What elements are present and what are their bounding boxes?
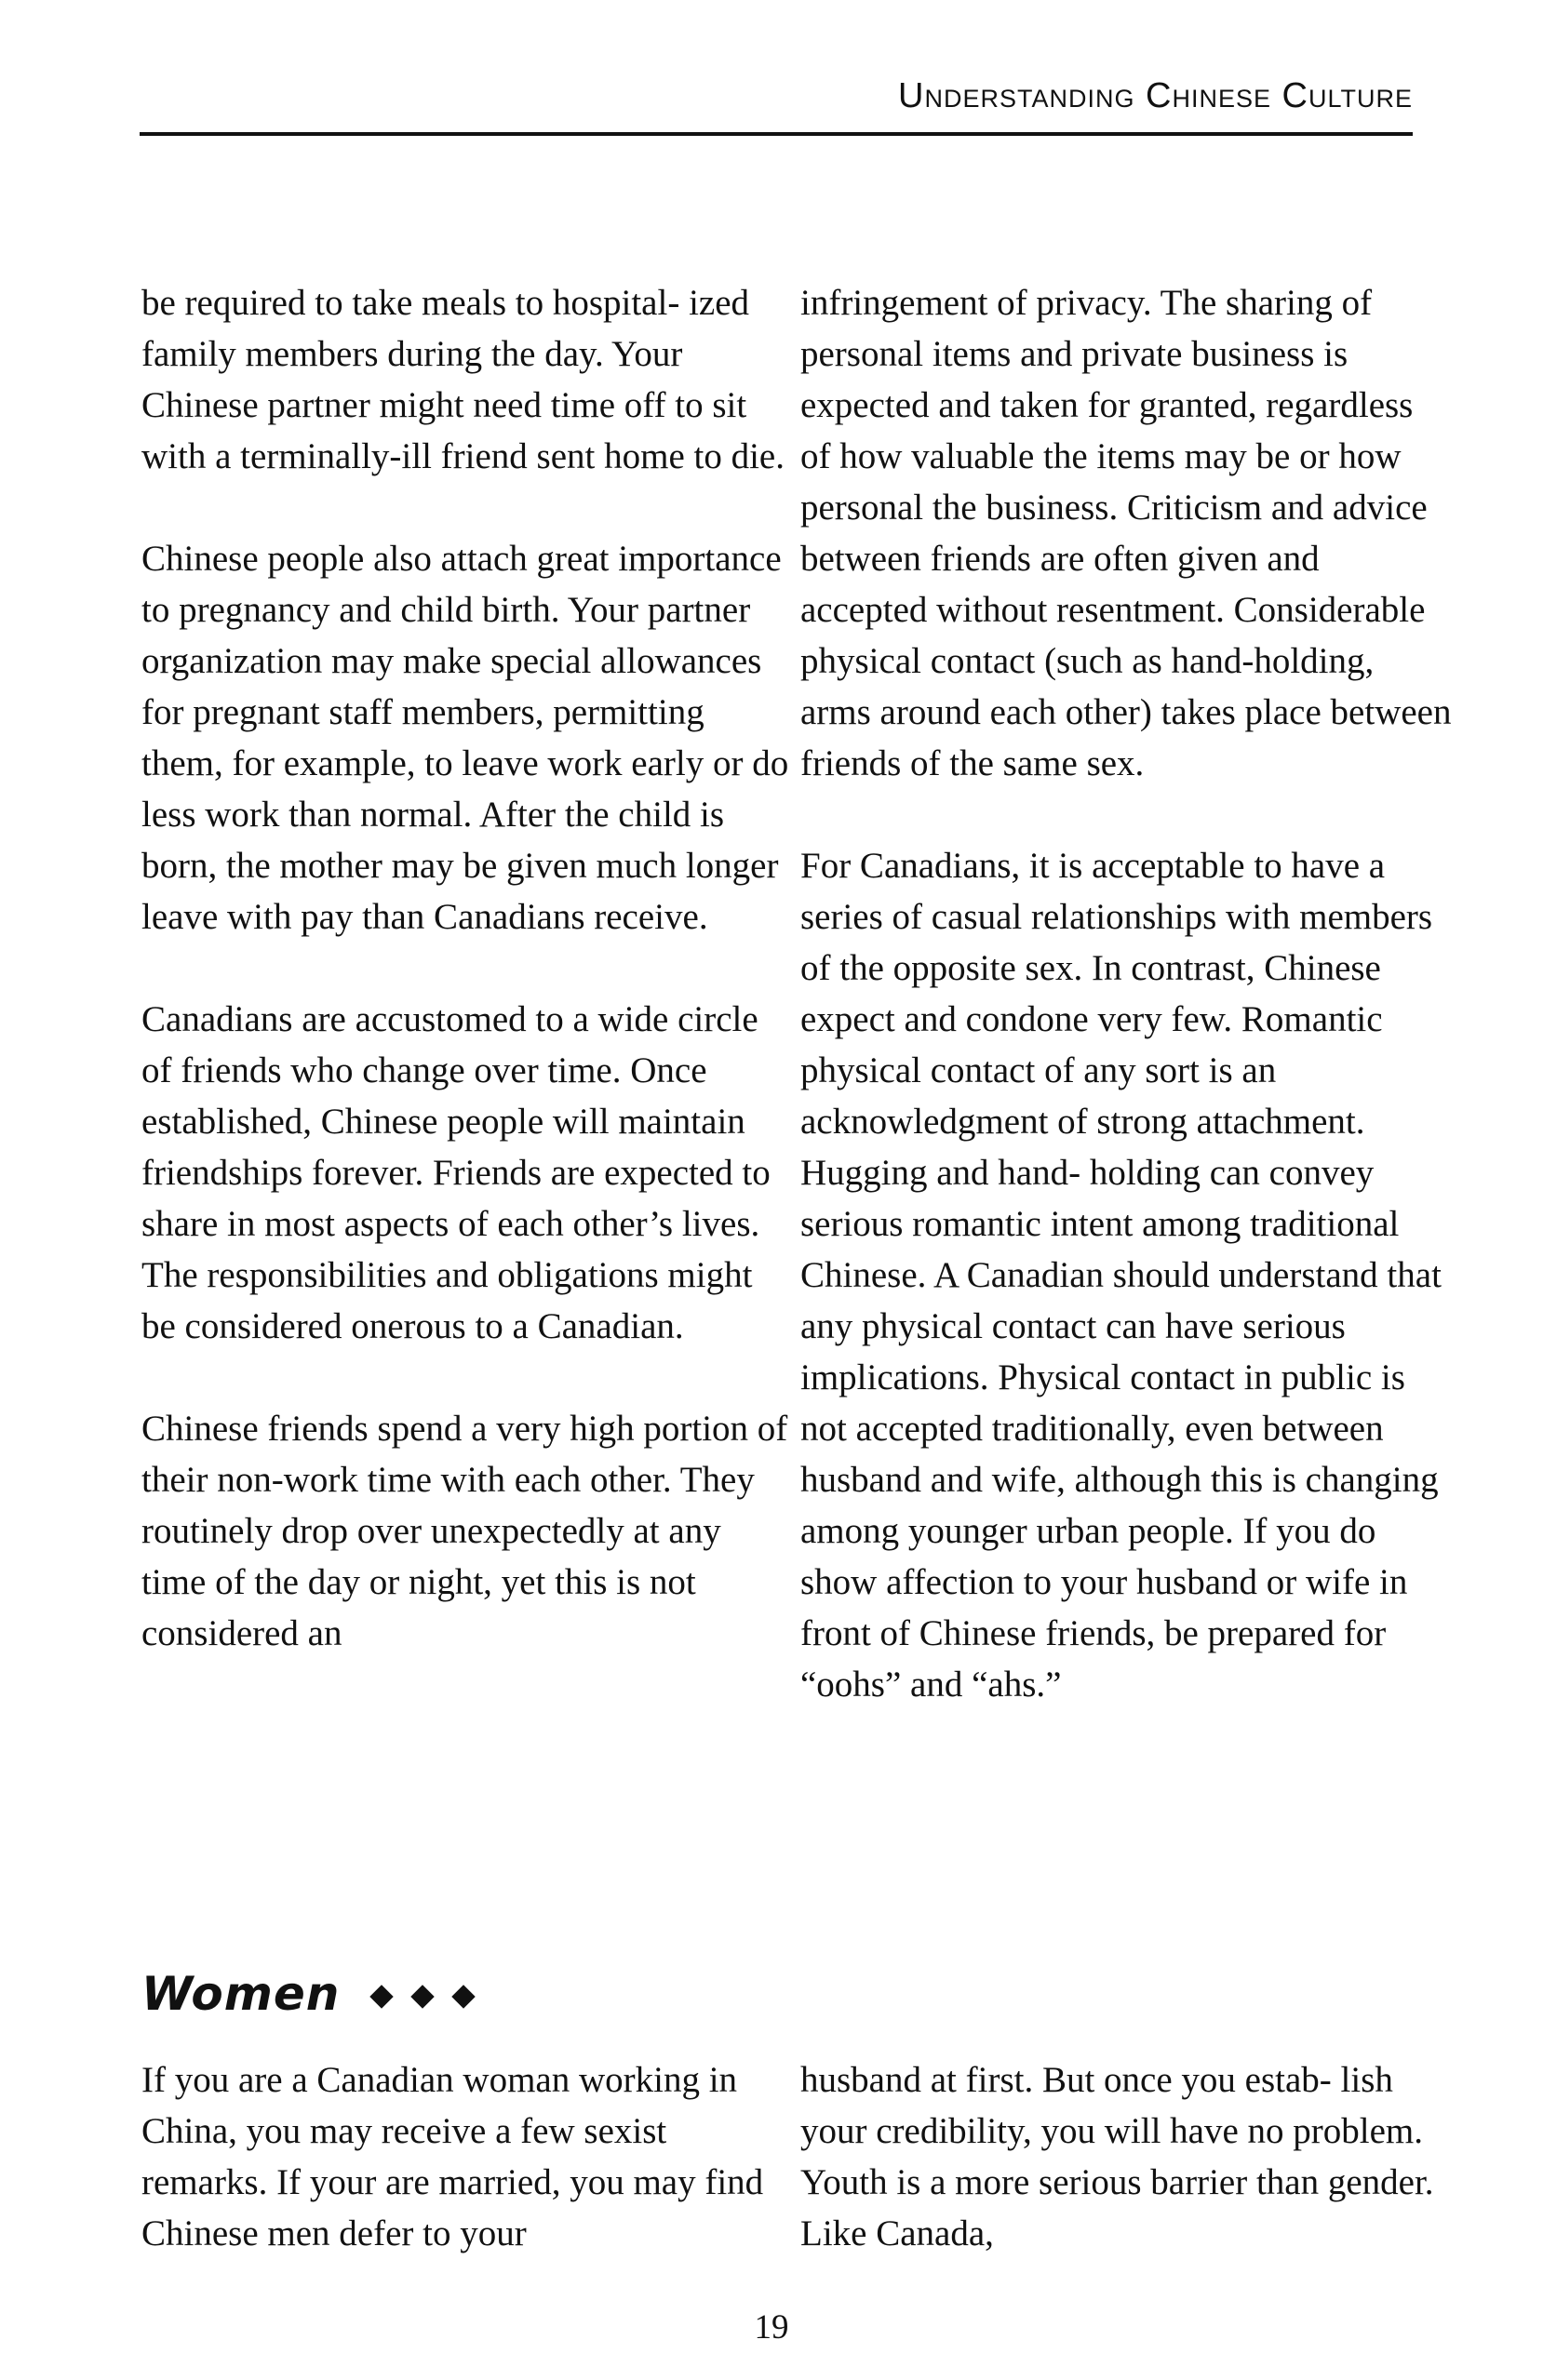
women-right-column bbox=[800, 2054, 1452, 2259]
section-heading-women bbox=[141, 1967, 472, 2021]
paragraph: be required to take meals to hospital- ized family members during the day. Your Chinese partner might need time off to sit with a terminally-ill friend sent home to die. bbox=[141, 283, 785, 476]
top-right-column bbox=[800, 277, 1452, 1710]
paragraph: Chinese friends spend a very high portion of their non-work time with each other. They routinely drop over unexpectedly at any time of the day or night, yet this is not considered an bbox=[141, 1409, 788, 1653]
section-title: Women bbox=[141, 1967, 341, 2021]
header-rule bbox=[140, 132, 1413, 136]
top-left-column bbox=[141, 277, 793, 1659]
paragraph: For Canadians, it is acceptable to have a series of casual relationships with members of the opposite sex. In contrast, Chinese expect and condone very few. Romantic physical contact of any sort is an acknowledgment of strong attachment. Hugging and hand- holding can convey serious romantic intent among traditional Chinese. A Canadian should understand that any physical contact can have serious implications. Physical contact in public is not accepted traditionally, even between husband and wife, although this is changing among younger urban people. If you do show affection to your husband or wife in front of Chinese friends, be prepared for “oohs” and “ahs.” bbox=[800, 846, 1442, 1705]
running-header: Understanding Chinese Culture bbox=[898, 76, 1413, 115]
page-number: 19 bbox=[754, 2308, 789, 2347]
diamond-icon bbox=[452, 1985, 476, 2008]
paragraph: husband at first. But once you estab- lish your credibility, you will have no problem. Youth is a more serious barrier than gender. Like Canada, bbox=[800, 2060, 1434, 2253]
paragraph: If you are a Canadian woman working in China, you may receive a few sexist remarks. If your are married, you may find Chinese men defer to your bbox=[141, 2060, 764, 2253]
paragraph: infringement of privacy. The sharing of personal items and private business is expected and taken for granted, regardless of how valuable the items may be or how personal the business. Criticism and advice between friends are often given and accepted without resentment. Considerable physical contact (such as hand-holding, arms around each other) takes place between friends of the same sex. bbox=[800, 283, 1452, 783]
heading-ornament bbox=[373, 1988, 472, 2005]
women-left-column bbox=[141, 2054, 793, 2259]
diamond-icon bbox=[411, 1985, 435, 2008]
paragraph: Canadians are accustomed to a wide circle of friends who change over time. Once established, Chinese people will maintain friendships forever. Friends are expected to share in most aspects of each other’s lives. The responsibilities and obligations might be considered onerous to a Canadian. bbox=[141, 999, 771, 1346]
paragraph: Chinese people also attach great importance to pregnancy and child birth. Your partner organization may make special allowances for pregnant staff members, permitting them, for example, to leave work early or do less work than normal. After the child is born, the mother may be given much longer leave with pay than Canadians receive. bbox=[141, 539, 789, 937]
diamond-icon bbox=[370, 1985, 394, 2008]
